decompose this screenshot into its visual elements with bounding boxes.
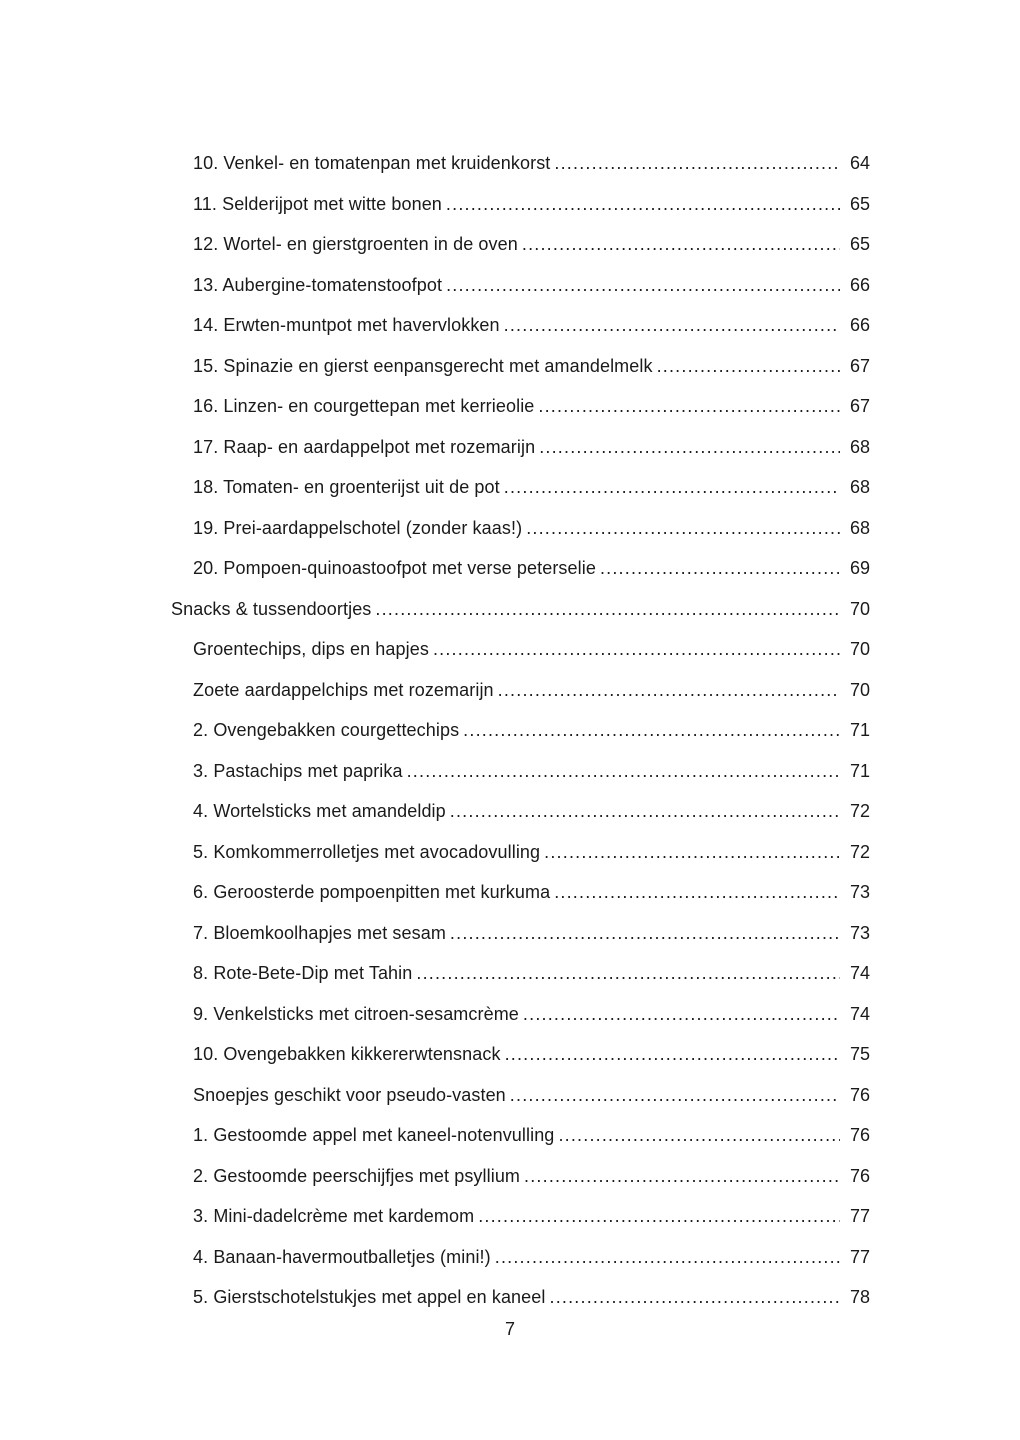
- toc-entry-title: 13. Aubergine-tomatenstoofpot: [193, 274, 443, 295]
- toc-entry-page: 77: [849, 1246, 870, 1267]
- dot-leader: [495, 1240, 840, 1274]
- dot-leader: [450, 794, 840, 828]
- toc-entry-title: 4. Wortelsticks met amandeldip: [193, 801, 446, 821]
- toc-entry[interactable]: [0, 227, 1020, 268]
- toc-entry-title: Groentechips, dips en hapjes: [193, 639, 429, 659]
- toc-entry[interactable]: [0, 1199, 1020, 1240]
- toc-entry-title: 10. Venkel- en tomatenpan met kruidenkorst: [193, 153, 551, 173]
- toc-entry-page: 65: [849, 193, 870, 214]
- dot-leader: [657, 349, 840, 383]
- dot-leader: [463, 713, 840, 747]
- toc-entry[interactable]: [0, 187, 1020, 228]
- toc-entry-page: 69: [849, 558, 870, 578]
- toc-entry-title: 4. Banaan-havermoutballetjes (mini!): [193, 1246, 491, 1267]
- toc-section-entry[interactable]: [0, 592, 1020, 633]
- toc-entry-title: 18. Tomaten- en groenterijst uit de pot: [193, 477, 500, 497]
- toc-entry-page: 67: [849, 355, 870, 376]
- toc-entry-title: 5. Gierstschotelstukjes met appel en kaneel: [193, 1287, 546, 1307]
- toc-entry-page: 68: [849, 436, 870, 457]
- toc-entry-page: 73: [849, 882, 870, 902]
- toc-entry-page: 74: [849, 1003, 870, 1024]
- dot-leader: [600, 551, 840, 585]
- dot-leader: [554, 146, 840, 180]
- table-of-contents: [0, 146, 1020, 1321]
- dot-leader: [554, 875, 840, 909]
- toc-entry-page: 66: [849, 274, 870, 295]
- dot-leader: [446, 268, 840, 302]
- toc-entry-page: 76: [849, 1084, 870, 1105]
- toc-entry-title: 7. Bloemkoolhapjes met sesam: [193, 922, 446, 943]
- toc-entry-title: 16. Linzen- en courgettepan met kerrieolie: [193, 396, 535, 416]
- toc-entry[interactable]: [0, 349, 1020, 390]
- toc-entry-title: 3. Pastachips met paprika: [193, 760, 403, 781]
- toc-entry-title: 2. Gestoomde peerschijfjes met psyllium: [193, 1165, 521, 1186]
- dot-leader: [375, 592, 840, 626]
- toc-entry[interactable]: [0, 1037, 1020, 1078]
- page-number: 7: [504, 1319, 515, 1339]
- dot-leader: [505, 1037, 840, 1071]
- toc-entry[interactable]: [0, 997, 1020, 1038]
- toc-entry-title: 15. Spinazie en gierst eenpansgerecht met amandelmelk: [193, 355, 653, 376]
- toc-entry-title: 19. Prei-aardappelschotel (zonder kaas!): [193, 517, 523, 538]
- toc-entry[interactable]: [0, 673, 1020, 714]
- toc-entry[interactable]: [0, 1078, 1020, 1119]
- toc-entry-page: 76: [849, 1125, 870, 1145]
- toc-entry-title: 17. Raap- en aardappelpot met rozemarijn: [193, 436, 536, 457]
- dot-leader: [498, 673, 840, 707]
- dot-leader: [524, 1159, 840, 1193]
- toc-entry-page: 68: [849, 477, 870, 497]
- toc-entry-page: 70: [849, 679, 870, 700]
- toc-entry-title: 14. Erwten-muntpot met havervlokken: [193, 315, 500, 335]
- toc-entry-title: 6. Geroosterde pompoenpitten met kurkuma: [193, 882, 551, 902]
- toc-entry[interactable]: [0, 1118, 1020, 1159]
- toc-entry-title: 10. Ovengebakken kikkererwtensnack: [193, 1044, 501, 1064]
- toc-entry[interactable]: [0, 713, 1020, 754]
- toc-entry[interactable]: [0, 430, 1020, 471]
- toc-entry-title: 8. Rote-Bete-Dip met Tahin: [193, 963, 413, 983]
- toc-entry-page: 70: [849, 639, 870, 659]
- toc-entry-title: 12. Wortel- en gierstgroenten in de oven: [193, 234, 518, 254]
- toc-entry[interactable]: [0, 551, 1020, 592]
- toc-entry[interactable]: [0, 835, 1020, 876]
- toc-entry[interactable]: [0, 268, 1020, 309]
- toc-entry-page: 64: [849, 153, 870, 173]
- toc-entry-title: 11. Selderijpot met witte bonen: [193, 193, 442, 214]
- dot-leader: [450, 916, 840, 950]
- dot-leader: [504, 308, 840, 342]
- toc-entry[interactable]: [0, 511, 1020, 552]
- dot-leader: [550, 1280, 841, 1314]
- toc-entry-title: Zoete aardappelchips met rozemarijn: [193, 679, 494, 700]
- dot-leader: [526, 511, 840, 545]
- toc-entry[interactable]: [0, 956, 1020, 997]
- toc-entry[interactable]: [0, 1159, 1020, 1200]
- toc-entry[interactable]: [0, 875, 1020, 916]
- toc-entry-page: 68: [849, 517, 870, 538]
- toc-entry[interactable]: [0, 1240, 1020, 1281]
- toc-entry-page: 65: [849, 234, 870, 254]
- dot-leader: [504, 470, 840, 504]
- toc-entry[interactable]: [0, 308, 1020, 349]
- toc-entry-page: 76: [849, 1165, 870, 1186]
- dot-leader: [478, 1199, 840, 1233]
- toc-entry-title: Snacks & tussendoortjes: [171, 598, 372, 619]
- toc-entry-page: 74: [849, 963, 870, 983]
- toc-entry[interactable]: [0, 632, 1020, 673]
- toc-entry[interactable]: [0, 916, 1020, 957]
- dot-leader: [544, 835, 840, 869]
- dot-leader: [407, 754, 840, 788]
- dot-leader: [510, 1078, 840, 1112]
- toc-entry-page: 72: [849, 801, 870, 821]
- toc-entry-page: 78: [849, 1287, 870, 1307]
- dot-leader: [558, 1118, 840, 1152]
- toc-entry[interactable]: [0, 794, 1020, 835]
- toc-entry-title: 2. Ovengebakken courgettechips: [193, 720, 460, 740]
- toc-entry-page: 67: [849, 396, 870, 416]
- toc-entry-page: 66: [849, 315, 870, 335]
- toc-entry-page: 71: [849, 760, 870, 781]
- toc-entry-page: 72: [849, 841, 870, 862]
- dot-leader: [446, 187, 840, 221]
- toc-entry-page: 70: [849, 598, 870, 619]
- dot-leader: [538, 389, 840, 423]
- toc-entry-page: 77: [849, 1206, 870, 1226]
- toc-entry[interactable]: [0, 146, 1020, 187]
- toc-entry-title: 20. Pompoen-quinoastoofpot met verse peterselie: [193, 558, 596, 578]
- toc-entry[interactable]: [0, 389, 1020, 430]
- toc-entry-page: 75: [849, 1044, 870, 1064]
- toc-entry[interactable]: [0, 754, 1020, 795]
- toc-entry-title: 3. Mini-dadelcrème met kardemom: [193, 1206, 475, 1226]
- dot-leader: [416, 956, 840, 990]
- toc-entry-title: 9. Venkelsticks met citroen-sesamcrème: [193, 1003, 519, 1024]
- toc-entry-page: 71: [849, 720, 870, 740]
- dot-leader: [539, 430, 840, 464]
- dot-leader: [522, 227, 840, 261]
- toc-entry-page: 73: [849, 922, 870, 943]
- toc-entry-title: Snoepjes geschikt voor pseudo-vasten: [193, 1084, 506, 1105]
- toc-entry[interactable]: [0, 470, 1020, 511]
- dot-leader: [523, 997, 840, 1031]
- toc-entry-title: 1. Gestoomde appel met kaneel-notenvulling: [193, 1125, 555, 1145]
- toc-entry-title: 5. Komkommerrolletjes met avocadovulling: [193, 841, 541, 862]
- dot-leader: [433, 632, 840, 666]
